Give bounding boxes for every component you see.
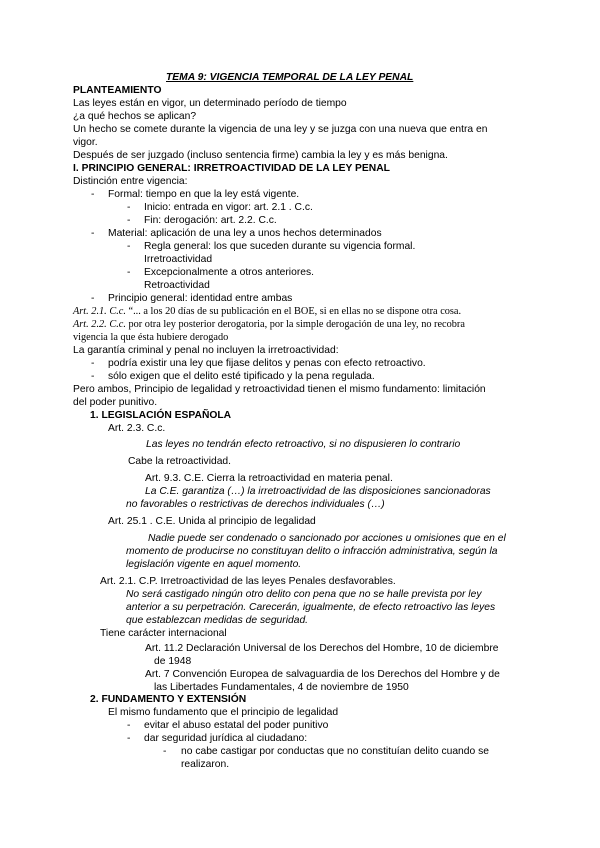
bullet-dash: - <box>91 371 95 382</box>
list-item: Principio general: identidad entre ambas <box>108 293 293 304</box>
article-text: “... a los 20 días de su publicación en el BOE, si en ellas no se dispone otra cosa. <box>125 306 462 317</box>
text-line: La garantía criminal y penal no incluyen la irretroactividad: <box>73 345 339 356</box>
list-item: Regla general: los que suceden durante su vigencia formal. <box>144 241 416 252</box>
list-item: Inicio: entrada en vigor: art. 2.1 . C.c. <box>144 202 313 213</box>
list-item: sólo exigen que el delito esté tipificado y la pena regulada. <box>108 371 375 382</box>
article-ref: Art. 2.2. C.c. <box>73 319 126 330</box>
text-line: Las leyes están en vigor, un determinado período de tiempo <box>73 98 347 109</box>
list-item: Fin: derogación: art. 2.2. C.c. <box>144 215 277 226</box>
article-line <box>73 305 461 318</box>
quote-line: momento de producirse no constituyan delito o infracción administrativa, según la <box>126 546 498 557</box>
quote-line: Las leyes no tendrán efecto retroactivo, si no dispusieren lo contrario <box>146 439 461 450</box>
heading-section-1: I. PRINCIPIO GENERAL: IRRETROACTIVIDAD DE LA LEY PENAL <box>73 163 390 174</box>
text-line: ¿a qué hechos se aplican? <box>73 111 197 122</box>
text-line: vigor. <box>73 137 98 148</box>
heading-planteamiento: PLANTEAMIENTO <box>73 85 162 96</box>
list-item: Excepcionalmente a otros anteriores. <box>144 267 314 278</box>
quote-line: no favorables o restrictivas de derechos individuales (…) <box>126 499 385 510</box>
bullet-dash: - <box>91 358 95 369</box>
article-line <box>73 318 465 331</box>
bullet-dash: - <box>91 293 95 304</box>
heading-legislacion: 1. LEGISLACIÓN ESPAÑOLA <box>90 410 232 421</box>
article-ref: Art. 2.1. C.c. <box>73 306 126 317</box>
quote-line: Nadie puede ser condenado o sancionado por acciones u omisiones que en el <box>148 533 506 544</box>
list-item: no cabe castigar por conductas que no constituían delito cuando se <box>181 746 489 757</box>
bullet-dash: - <box>127 267 131 278</box>
list-item-continuation: Retroactividad <box>144 280 210 291</box>
list-item: dar seguridad jurídica al ciudadano: <box>144 733 308 744</box>
bullet-dash: - <box>127 241 131 252</box>
article-line-continuation: las Libertades Fundamentales, 4 de noviembre de 1950 <box>154 682 409 693</box>
text-line: Un hecho se comete durante la vigencia de una ley y se juzga con una nueva que entra en <box>73 124 488 135</box>
list-item: podría existir una ley que fijase delitos y penas con efecto retroactivo. <box>108 358 426 369</box>
article-line-continuation: vigencia la que ésta hubiere derogado <box>73 332 229 343</box>
text-line: Después de ser juzgado (incluso sentencia firme) cambia la ley y es más benigna. <box>73 150 448 161</box>
quote-line: que establezcan medidas de seguridad. <box>126 615 309 626</box>
text-line: del poder punitivo. <box>73 397 158 408</box>
bullet-dash: - <box>91 189 95 200</box>
bullet-dash: - <box>163 746 167 757</box>
quote-line: No será castigado ningún otro delito con pena que no se halle prevista por ley <box>126 589 482 600</box>
text-line: El mismo fundamento que el principio de legalidad <box>108 707 339 718</box>
bullet-dash: - <box>127 720 131 731</box>
page-title: TEMA 9: VIGENCIA TEMPORAL DE LA LEY PENAL <box>166 72 414 83</box>
text-line: Tiene carácter internacional <box>100 628 227 639</box>
heading-fundamento: 2. FUNDAMENTO Y EXTENSIÓN <box>90 694 247 705</box>
list-item: Formal: tiempo en que la ley está vigente. <box>108 189 300 200</box>
article-line: Art. 11.2 Declaración Universal de los Derechos del Hombre, 10 de diciembre <box>145 643 499 654</box>
list-item-continuation: realizaron. <box>181 759 230 770</box>
text-line: Cabe la retroactividad. <box>128 456 232 467</box>
bullet-dash: - <box>127 215 131 226</box>
article-line-continuation: de 1948 <box>154 656 192 667</box>
bullet-dash: - <box>127 202 131 213</box>
article-line: Art. 9.3. C.E. Cierra la retroactividad en materia penal. <box>145 473 393 484</box>
list-item: Material: aplicación de una ley a unos hechos determinados <box>108 228 382 239</box>
quote-line: La C.E. garantiza (…) la irretroactividad de las disposiciones sancionadoras <box>145 486 491 497</box>
bullet-dash: - <box>91 228 95 239</box>
text-line: Pero ambos, Principio de legalidad y retroactividad tienen el mismo fundamento: limitación <box>73 384 486 395</box>
article-line: Art. 25.1 . C.E. Unida al principio de legalidad <box>108 516 316 527</box>
quote-line: legislación vigente en aquel momento. <box>126 559 302 570</box>
list-item-continuation: Irretroactividad <box>144 254 213 265</box>
article-line: Art. 2.1. C.P. Irretroactividad de las leyes Penales desfavorables. <box>100 576 396 587</box>
article-text: por otra ley posterior derogatoria, por la simple derogación de una ley, no recobra <box>125 319 465 330</box>
article-line: Art. 7 Convención Europea de salvaguardia de los Derechos del Hombre y de <box>145 669 500 680</box>
quote-line: anterior a su perpetración. Carecerán, igualmente, de efecto retroactivo las leyes <box>126 602 496 613</box>
text-line: Distinción entre vigencia: <box>73 176 188 187</box>
list-item: evitar el abuso estatal del poder punitivo <box>144 720 329 731</box>
article-line: Art. 2.3. C.c. <box>108 423 166 434</box>
bullet-dash: - <box>127 733 131 744</box>
